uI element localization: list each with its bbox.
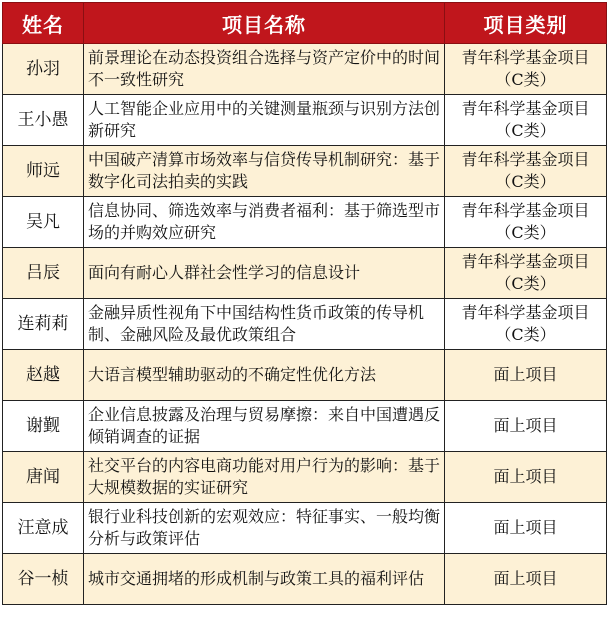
cell-type: [445, 299, 607, 350]
cell-title: 中国破产清算市场效率与信贷传导机制研究：基于数字化司法拍卖的实践: [84, 146, 445, 197]
type-sub: （C类）: [495, 121, 556, 140]
table-row: [3, 350, 607, 401]
cell-title: 银行业科技创新的宏观效应：特征事实、一般均衡分析与政策评估: [84, 503, 445, 554]
table-row: [3, 554, 607, 605]
cell-name: 赵越: [3, 350, 84, 401]
type-sub: （C类）: [495, 70, 556, 89]
header-row: [3, 3, 607, 44]
cell-type: 面上项目: [445, 350, 607, 401]
project-table: [2, 2, 607, 605]
type-main: 青年科学基金项目: [461, 303, 590, 322]
cell-type: [445, 95, 607, 146]
project-table-container: [2, 2, 606, 605]
cell-name: 吴凡: [3, 197, 84, 248]
table-row: [3, 44, 607, 95]
cell-name: 谷一桢: [3, 554, 84, 605]
cell-title: 信息协同、筛选效率与消费者福利：基于筛选型市场的并购效应研究: [84, 197, 445, 248]
table-row: [3, 299, 607, 350]
cell-title: 人工智能企业应用中的关键测量瓶颈与识别方法创新研究: [84, 95, 445, 146]
table-row: [3, 146, 607, 197]
cell-title: 金融异质性视角下中国结构性货币政策的传导机制、金融风险及最优政策组合: [84, 299, 445, 350]
cell-type: [445, 197, 607, 248]
cell-name: 师远: [3, 146, 84, 197]
cell-name: 汪意成: [3, 503, 84, 554]
type-main: 青年科学基金项目: [461, 48, 590, 67]
table-row: [3, 452, 607, 503]
table-row: [3, 197, 607, 248]
cell-name: 连莉莉: [3, 299, 84, 350]
cell-title: 企业信息披露及治理与贸易摩擦：来自中国遭遇反倾销调查的证据: [84, 401, 445, 452]
cell-title: 城市交通拥堵的形成机制与政策工具的福利评估: [84, 554, 445, 605]
table-row: [3, 503, 607, 554]
cell-name: 王小愚: [3, 95, 84, 146]
header-type: 项目类别: [445, 3, 607, 44]
table-row: [3, 401, 607, 452]
cell-title: 社交平台的内容电商功能对用户行为的影响：基于大规模数据的实证研究: [84, 452, 445, 503]
type-main: 青年科学基金项目: [461, 150, 590, 169]
type-sub: （C类）: [495, 172, 556, 191]
cell-type: 面上项目: [445, 503, 607, 554]
cell-name: 吕辰: [3, 248, 84, 299]
cell-name: 谢觐: [3, 401, 84, 452]
type-sub: （C类）: [495, 325, 556, 344]
cell-name: 孙羽: [3, 44, 84, 95]
header-name: 姓名: [3, 3, 84, 44]
cell-type: [445, 146, 607, 197]
type-main: 青年科学基金项目: [461, 99, 590, 118]
cell-title: 前景理论在动态投资组合选择与资产定价中的时间不一致性研究: [84, 44, 445, 95]
cell-type: 面上项目: [445, 554, 607, 605]
header-title: 项目名称: [84, 3, 445, 44]
cell-type: [445, 248, 607, 299]
type-main: 青年科学基金项目: [461, 201, 590, 220]
cell-name: 唐闻: [3, 452, 84, 503]
table-row: [3, 95, 607, 146]
cell-type: 面上项目: [445, 401, 607, 452]
cell-title: 面向有耐心人群社会性学习的信息设计: [84, 248, 445, 299]
cell-type: 面上项目: [445, 452, 607, 503]
table-header: [3, 3, 607, 44]
type-main: 青年科学基金项目: [461, 252, 590, 271]
type-sub: （C类）: [495, 274, 556, 293]
cell-title: 大语言模型辅助驱动的不确定性优化方法: [84, 350, 445, 401]
cell-type: [445, 44, 607, 95]
table-body: [3, 44, 607, 605]
type-sub: （C类）: [495, 223, 556, 242]
table-row: [3, 248, 607, 299]
